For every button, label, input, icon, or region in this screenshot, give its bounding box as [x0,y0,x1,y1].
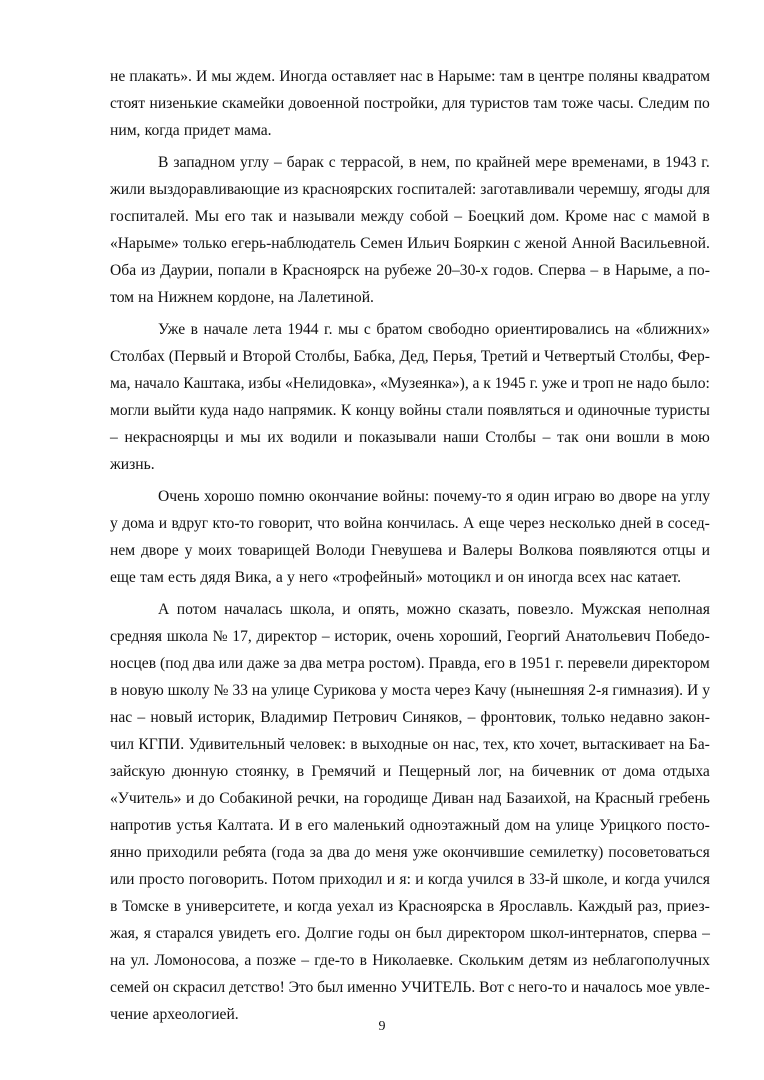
text-line: «Нарыме» только егерь-наблюдатель Семен Ильич Бояркин с женой Анной Васильевной. [110,235,710,252]
text-line: зайскую дюнную стоянку, в Гремячий и Пещерный лог, на бичевник от дома отдыха [110,763,710,780]
text-line: том на Нижнем кордоне, на Лалетиной. [110,289,374,306]
page-number: 9 [378,1019,386,1034]
text-line: А потом началась школа, и опять, можно сказать, повезло. Мужская неполная [158,601,710,618]
text-line: жая, я старался увидеть его. Долгие годы он был директором школ-интернатов, сперва – [110,925,710,942]
text-line: госпиталей. Мы его так и называли между собой – Боецкий дом. Кроме нас с мамой в [110,208,710,225]
text-line: Очень хорошо помню окончание войны: почему-то я один играю во дворе на углу [158,488,710,505]
paragraph [110,483,710,591]
text-line: нас – новый историк, Владимир Петрович Синяков, – фронтовик, только недавно закон- [110,709,710,726]
text-line: жизнь. [110,456,155,473]
text-line: не плакать». И мы ждем. Иногда оставляет нас в Нарыме: там в центре поляны квадратом [110,68,710,85]
text-line: Оба из Даурии, попали в Красноярск на рубеже 20–30-х годов. Сперва – в Нарыме, а по- [110,262,710,279]
paragraph [110,596,710,1028]
text-line: В западном углу – барак с террасой, в нем, по крайней мере временами, в 1943 г. [158,154,710,171]
paragraph [110,316,710,478]
text-line: – некрасноярцы и мы их водили и показывали наши Столбы – так они вошли в мою [110,429,710,446]
document-page [110,63,710,1028]
text-line: у дома и вдруг кто-то говорит, что война кончилась. А еще через несколько дней в сосед- [110,515,710,532]
text-line: жили выздоравливающие из красноярских госпиталей: заготавливали черемшу, ягоды для [110,181,710,198]
text-line: на ул. Ломоносова, а позже – где-то в Николаевке. Скольким детям из неблагополучных [110,952,710,969]
paragraph [110,149,710,311]
paragraph [110,63,710,144]
text-line: ним, когда придет мама. [110,122,272,139]
text-line: в новую школу № 33 на улице Сурикова у моста через Качу (нынешняя 2-я гимназия). И у [110,682,710,699]
text-line: средняя школа № 17, директор – историк, очень хороший, Георгий Анатольевич Победо- [110,628,710,645]
text-line: ма, начало Каштака, избы «Нелидовка», «Музеянка»), а к 1945 г. уже и троп не надо было: [110,375,710,392]
text-line: в Томске в университете, и когда уехал из Красноярска в Ярославль. Каждый раз, приез- [110,898,710,915]
text-line: «Учитель» и до Собакиной речки, на городище Диван над Базаихой, на Красный гребень [110,790,710,807]
text-line: семей он скрасил детство! Это был именно УЧИТЕЛЬ. Вот с него-то и началось мое увле- [110,979,710,996]
text-line: носцев (под два или даже за два метра ростом). Правда, его в 1951 г. перевели директором [110,655,710,672]
text-line: Столбах (Первый и Второй Столбы, Бабка, Дед, Перья, Третий и Четвертый Столбы, Фер- [110,348,710,365]
text-line: или просто поговорить. Потом приходил и я: и когда учился в 33-й школе, и когда учился [110,871,710,888]
text-line: стоят низенькие скамейки довоенной постройки, для туристов там тоже часы. Следим по [110,95,710,112]
text-line: янно приходили ребята (года за два до меня уже окончившие семилетку) посоветоваться [110,844,710,861]
text-line: еще там есть дядя Вика, а у него «трофейный» мотоцикл и он иногда всех нас катает. [110,569,682,586]
text-line: чил КГПИ. Удивительный человек: в выходные он нас, тех, кто хочет, вытаскивает на Ба- [110,736,710,753]
text-line: могли выйти куда надо напрямик. К концу войны стали появляться и одиночные туристы [110,402,710,419]
text-line: чение археологией. [110,1006,239,1023]
text-line: напротив устья Калтата. И в его маленький одноэтажный дом на улице Урицкого посто- [110,817,710,834]
text-line: нем дворе у моих товарищей Володи Гневушева и Валеры Волкова появляются отцы и [110,542,710,559]
text-line: Уже в начале лета 1944 г. мы с братом свободно ориентировались на «ближних» [158,321,710,338]
